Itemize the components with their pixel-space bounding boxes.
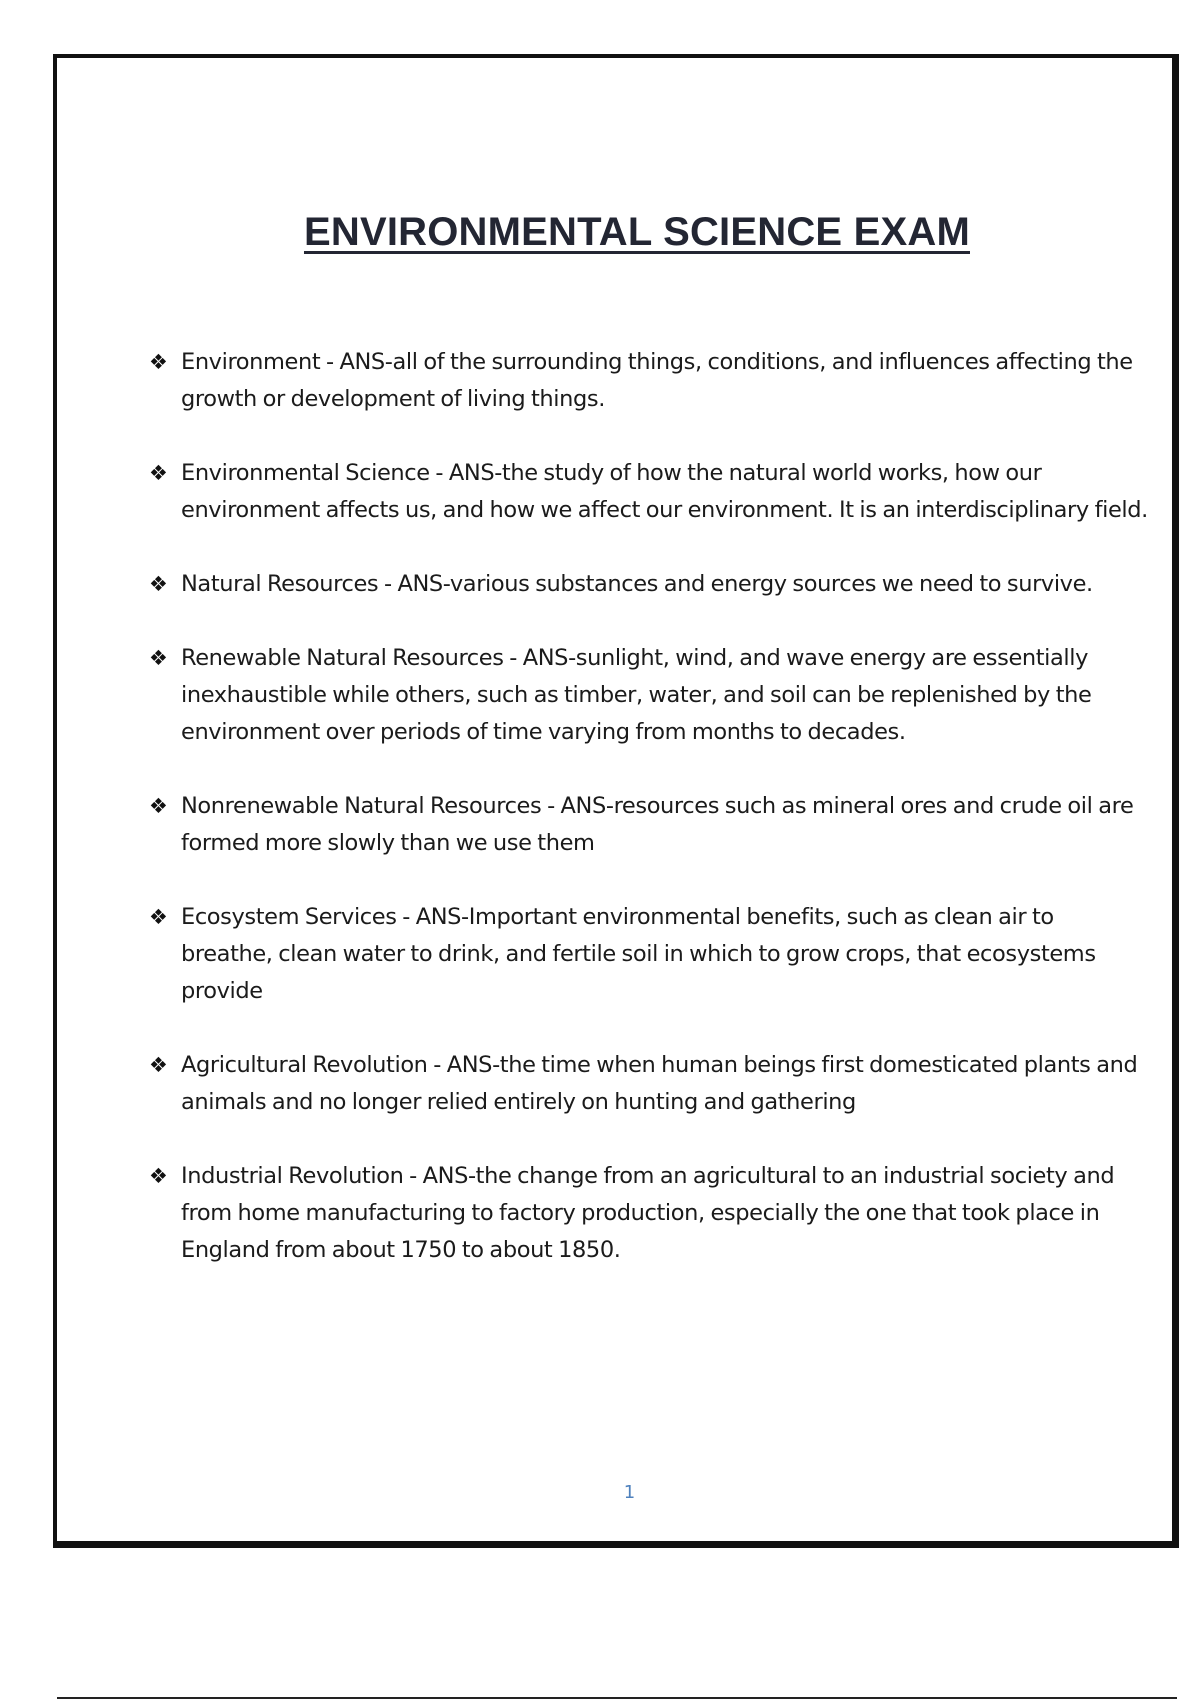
list-item [149, 1158, 1149, 1269]
four-diamond-bullet-icon: ❖ [149, 1053, 168, 1077]
four-diamond-bullet-icon: ❖ [149, 794, 168, 818]
list-item [149, 455, 1149, 529]
four-diamond-bullet-icon: ❖ [149, 572, 168, 596]
list-item-text: Agricultural Revolution - ANS-the time when human beings first domesticated plants and animals and no longer relied entirely on hunting and gathering [181, 1052, 1138, 1115]
four-diamond-bullet-icon: ❖ [149, 1164, 168, 1188]
list-item-text: Nonrenewable Natural Resources - ANS-resources such as mineral ores and crude oil are formed more slowly than we use them [181, 793, 1134, 856]
list-item [149, 566, 1149, 603]
bottom-divider [57, 1697, 1177, 1699]
qa-list [149, 344, 1149, 1306]
list-item-text: Environment - ANS-all of the surrounding things, conditions, and influences affecting the growth or development of living things. [181, 349, 1133, 412]
page-frame [53, 54, 1179, 1548]
list-item [149, 899, 1149, 1010]
list-item [149, 788, 1149, 862]
four-diamond-bullet-icon: ❖ [149, 350, 168, 374]
four-diamond-bullet-icon: ❖ [149, 461, 168, 485]
list-item-text: Renewable Natural Resources - ANS-sunlight, wind, and wave energy are essentially inexhaustible while others, such as timber, water, and soil can be replenished by the environment over periods of time varying from months to decades. [181, 645, 1092, 745]
four-diamond-bullet-icon: ❖ [149, 646, 168, 670]
page-title: ENVIRONMENTAL SCIENCE EXAM [303, 210, 970, 254]
list-item [149, 640, 1149, 751]
list-item [149, 1047, 1149, 1121]
list-item-text: Ecosystem Services - ANS-Important environmental benefits, such as clean air to breathe, clean water to drink, and fertile soil in which to grow crops, that ecosystems provide [181, 904, 1096, 1004]
list-item-text: Environmental Science - ANS-the study of how the natural world works, how our environment affects us, and how we affect our environment. It is an interdisciplinary field. [181, 460, 1148, 523]
list-item-text: Natural Resources - ANS-various substances and energy sources we need to survive. [181, 571, 1093, 597]
list-item [149, 344, 1149, 418]
list-item-text: Industrial Revolution - ANS-the change from an agricultural to an industrial society and from home manufacturing to factory production, especially the one that took place in England from about 1750 to about 1850. [181, 1163, 1115, 1263]
page-number: 1 [623, 1482, 636, 1503]
four-diamond-bullet-icon: ❖ [149, 905, 168, 929]
